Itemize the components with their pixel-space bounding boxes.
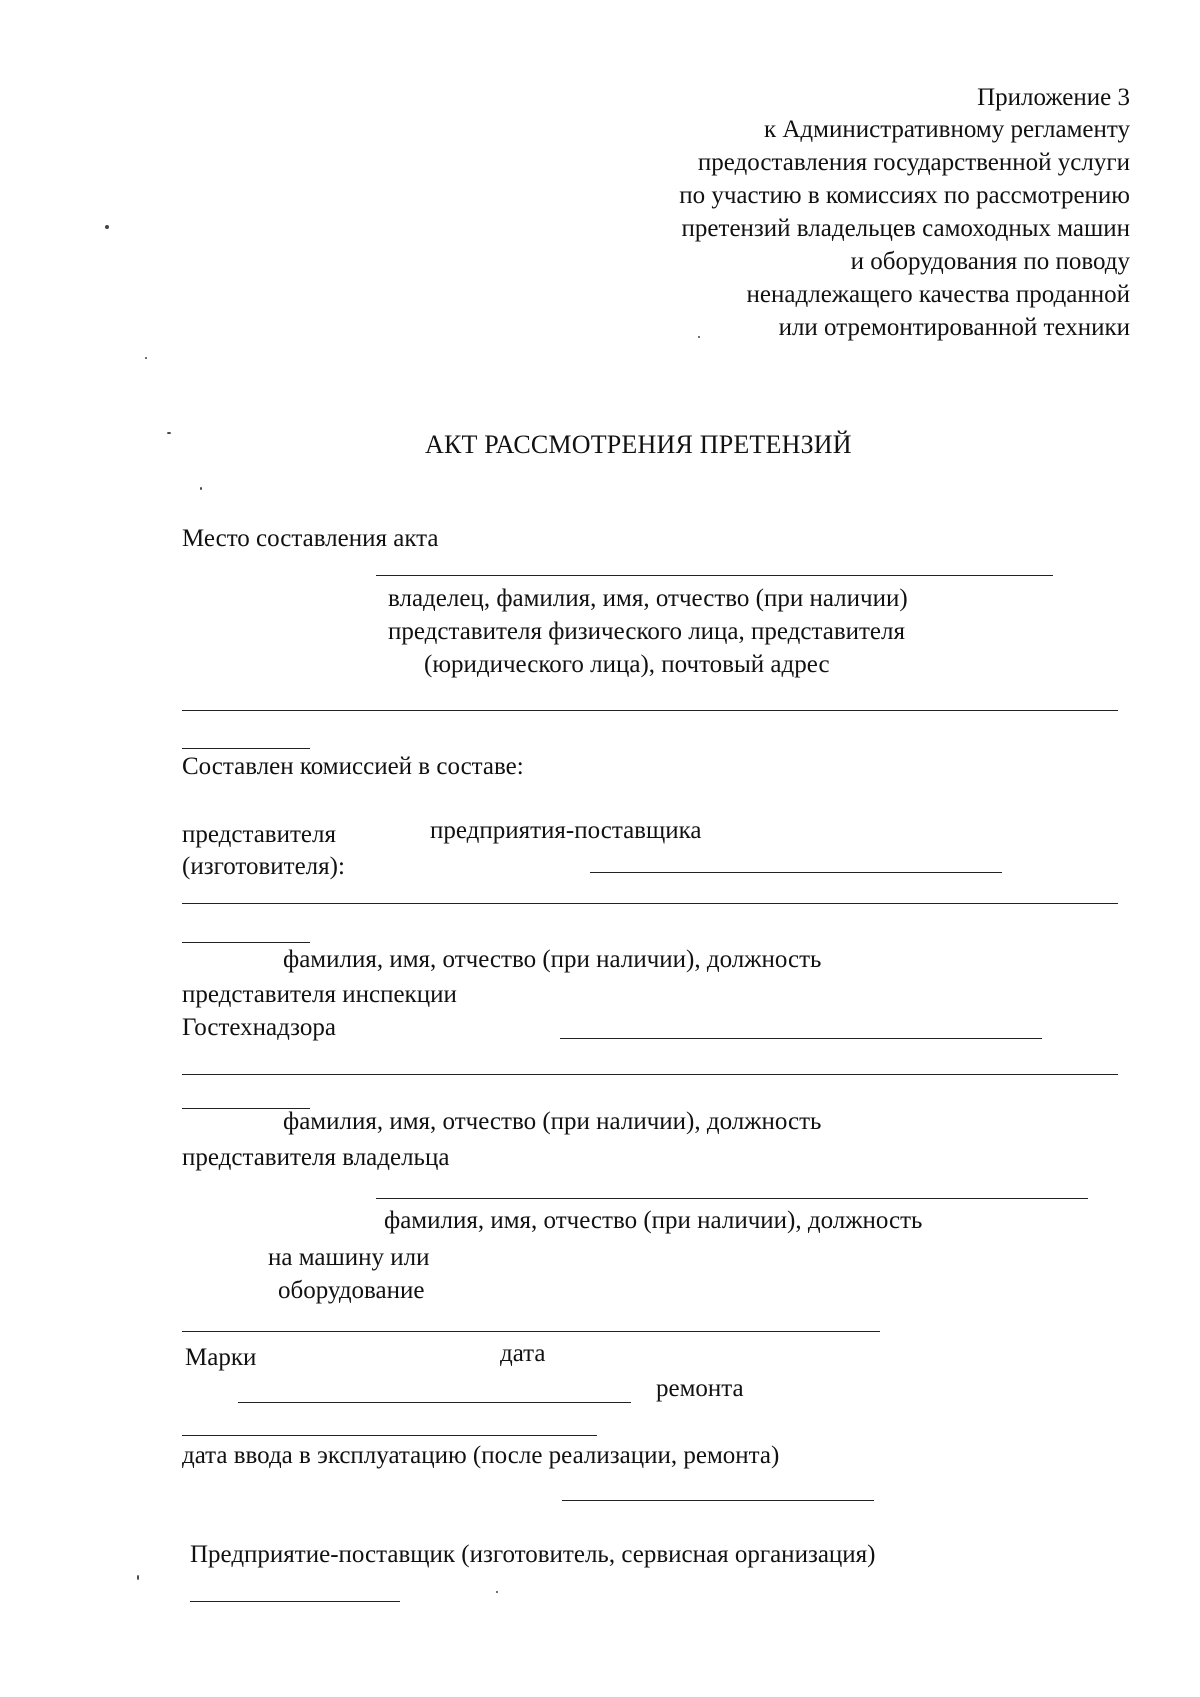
supplier-rep-label: представителя [182,821,336,848]
scan-speck [200,487,202,490]
owner-rep-underline [376,1198,1088,1199]
commission-label: Составлен комиссией в составе: [182,753,524,780]
supplier-rep-underline-short [182,942,310,943]
owner-rep-label: представителя владельца [182,1144,450,1171]
appendix-line: по участию в комиссиях по рассмотрению [679,182,1130,209]
scan-speck [698,336,700,338]
inspection-rep-label: Гостехнадзора [182,1014,336,1041]
machine-label: на машину или [268,1244,430,1271]
scan-speck [145,357,147,359]
owner-caption-line: (юридического лица), почтовый адрес [424,651,830,678]
supplier-rep-label: (изготовителя): [182,853,345,880]
owner-caption-line: владелец, фамилия, имя, отчество (при наличии) [388,585,908,612]
appendix-line: или отремонтированной техники [778,314,1130,341]
appendix-line: к Административному регламенту [763,116,1130,143]
fio-position-caption: фамилия, имя, отчество (при наличии), должность [384,1207,923,1234]
place-label: Место составления акта [182,525,439,552]
appendix-line: ненадлежащего качества проданной [746,281,1130,308]
appendix-line: предоставления государственной услуги [697,149,1130,176]
commissioning-underline [562,1500,874,1501]
supplier-rep-underline [590,872,1002,873]
fio-position-caption: фамилия, имя, отчество (при наличии), должность [283,946,822,973]
date-label: дата [500,1340,546,1367]
scan-speck [137,1575,139,1580]
supplier-rep-label: предприятия-поставщика [430,817,702,844]
document-title: АКТ РАССМОТРЕНИЯ ПРЕТЕНЗИЙ [425,430,852,459]
inspection-rep-underline [560,1038,1042,1039]
brand-underline [238,1402,631,1403]
appendix-line: Приложение 3 [977,84,1130,111]
owner-underline-short [182,748,310,749]
inspection-rep-label: представителя инспекции [182,981,457,1008]
appendix-line: претензий владельцев самоходных машин [681,215,1130,242]
fio-position-caption: фамилия, имя, отчество (при наличии), должность [283,1108,822,1135]
supplier-org-underline [190,1601,400,1602]
scan-speck [105,225,109,229]
brand-label: Марки [185,1344,257,1371]
supplier-rep-underline-full [182,903,1118,904]
repair-label: ремонта [656,1375,744,1402]
place-underline [376,575,1053,576]
machine-label: оборудование [278,1277,425,1304]
appendix-line: и оборудования по поводу [850,248,1130,275]
repair-underline [182,1435,597,1436]
inspection-rep-underline-full [182,1074,1118,1075]
supplier-org-label: Предприятие-поставщик (изготовитель, сервисная организация) [190,1541,876,1568]
scan-speck [167,432,171,434]
owner-caption-line: представителя физического лица, представителя [388,618,905,645]
owner-underline [182,710,1118,711]
machine-underline [182,1331,880,1332]
scan-speck [496,1591,498,1593]
commissioning-label: дата ввода в эксплуатацию (после реализации, ремонта) [182,1442,780,1469]
